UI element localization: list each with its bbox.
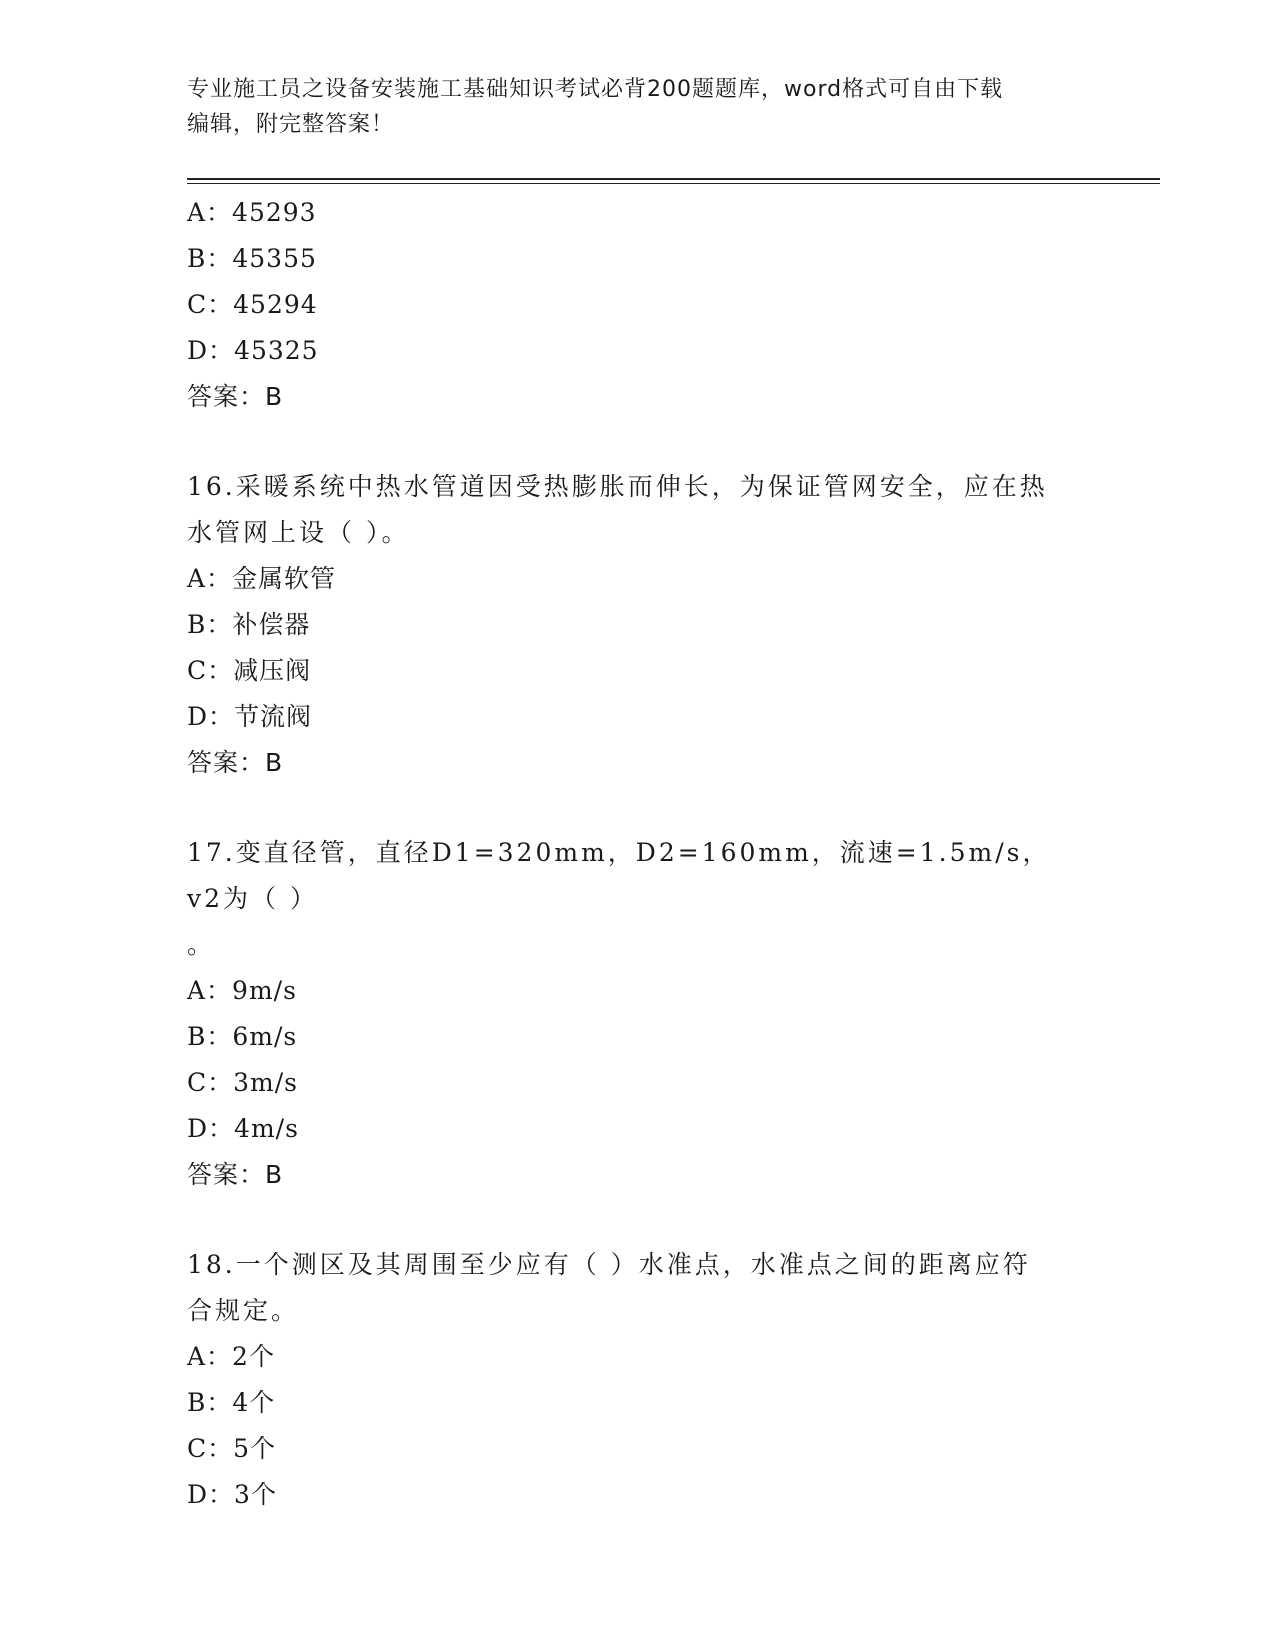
question-stem-line-1: 18.一个测区及其周围至少应有（ ）水准点，水准点之间的距离应符	[187, 1250, 1031, 1279]
question-15-tail	[187, 190, 1087, 420]
header-line-2: 编辑，附完整答案！	[187, 112, 395, 137]
option-b: B：6m/s	[187, 1022, 298, 1051]
option-b: B：补偿器	[187, 610, 311, 639]
document-header	[187, 72, 1087, 142]
option-b: B：4个	[187, 1388, 276, 1417]
answer: 答案：B	[187, 748, 284, 777]
option-a: A：45293	[187, 198, 317, 227]
option-d: D：3个	[187, 1480, 277, 1509]
option-c: C：45294	[187, 290, 318, 319]
option-a: A：2个	[187, 1342, 275, 1371]
answer: 答案：B	[187, 1160, 284, 1189]
header-line-1: 专业施工员之设备安装施工基础知识考试必背200题题库，word格式可自由下载	[187, 77, 1004, 102]
header-rule-thin	[187, 183, 1160, 184]
question-stem	[187, 464, 1077, 556]
answer: 答案：B	[187, 382, 284, 411]
option-c: C：5个	[187, 1434, 277, 1463]
question-stem-line-2: 合规定。	[187, 1296, 300, 1325]
question-stem	[187, 830, 1077, 968]
question-stem-line-1: 16.采暖系统中热水管道因受热膨胀而伸长，为保证管网安全，应在热	[187, 472, 1048, 501]
question-17	[187, 830, 1087, 1198]
option-a: A：9m/s	[187, 976, 297, 1005]
question-stem	[187, 1242, 1077, 1334]
option-d: D：节流阀	[187, 702, 313, 731]
question-16	[187, 464, 1087, 786]
option-d: D：4m/s	[187, 1114, 299, 1143]
option-a: A：金属软管	[187, 564, 337, 593]
option-b: B：45355	[187, 244, 317, 273]
option-c: C：3m/s	[187, 1068, 298, 1097]
question-list	[187, 190, 1087, 1518]
question-stem-line-1: 17.变直径管，直径D1=320mm，D2=160mm，流速=1.5m/s，v2为（ ）	[187, 838, 1051, 913]
option-c: C：减压阀	[187, 656, 312, 685]
header-rule-thick	[187, 178, 1160, 180]
question-stem-line-2: 水管网上设（ ）。	[187, 518, 410, 547]
option-d: D：45325	[187, 336, 319, 365]
question-18	[187, 1242, 1087, 1518]
question-stem-line-2: 。	[187, 930, 216, 959]
